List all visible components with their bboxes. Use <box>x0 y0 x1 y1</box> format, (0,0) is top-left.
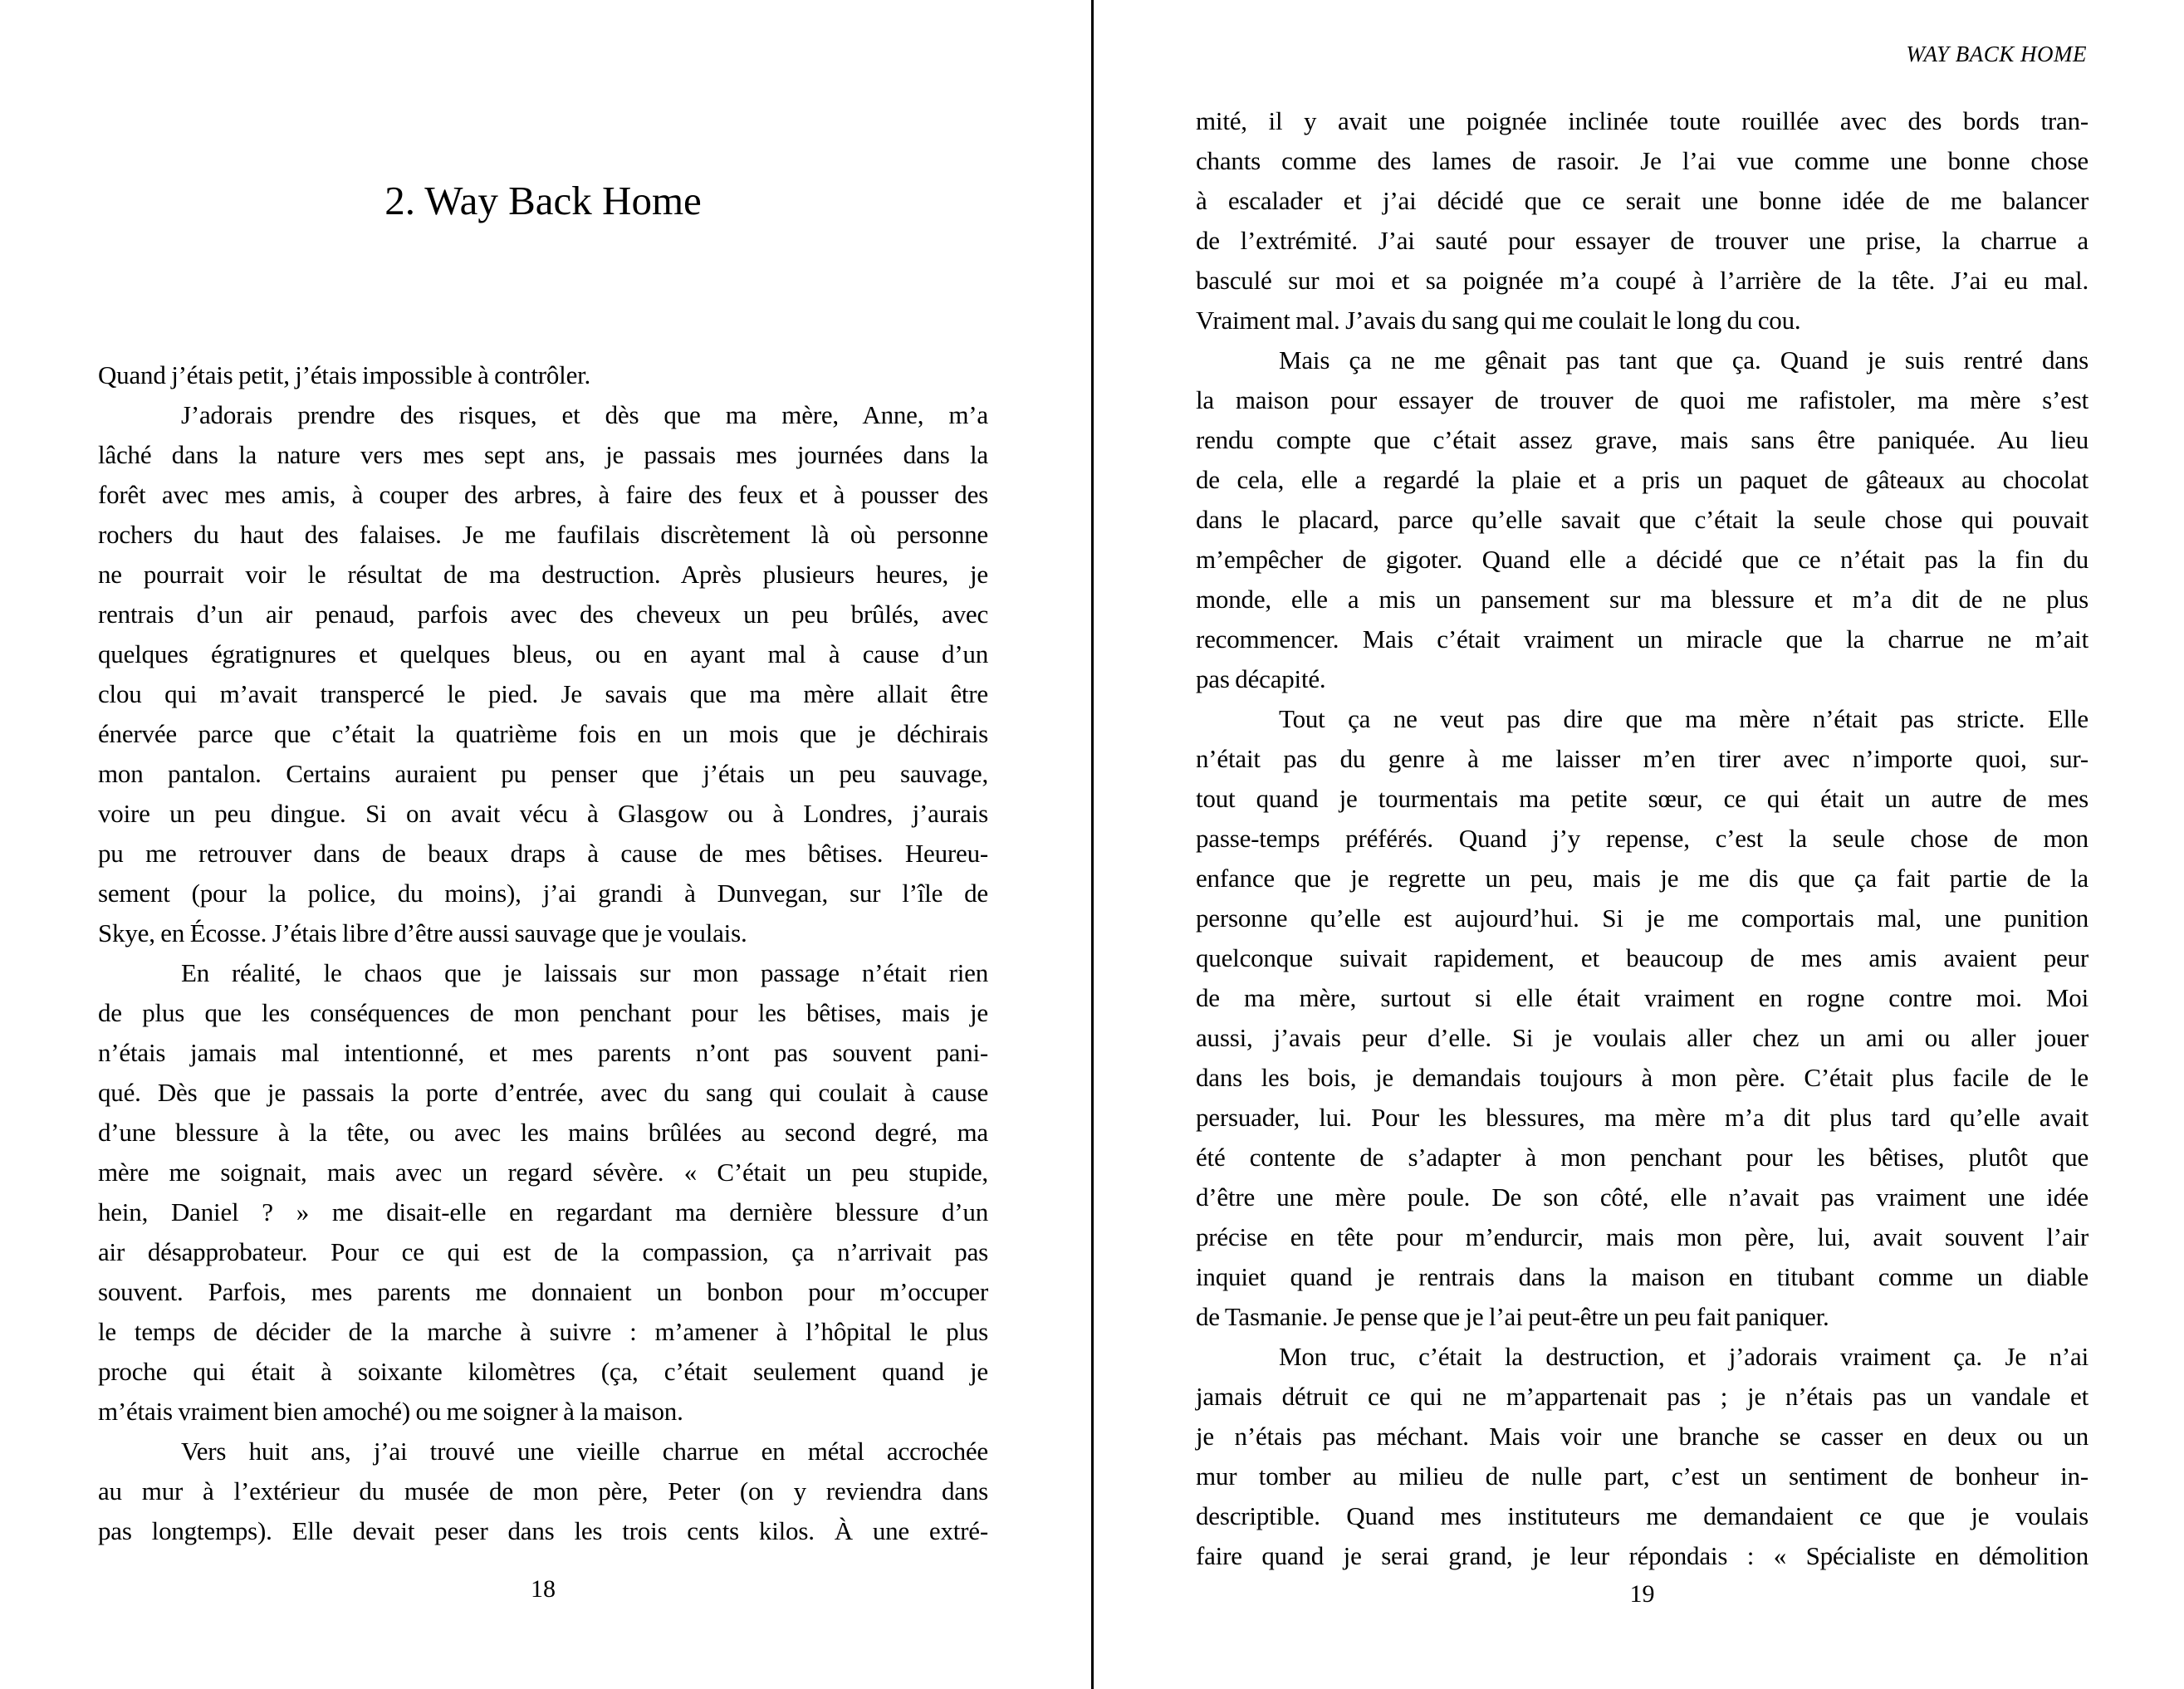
text-line: voire un peu dingue. Si on avait vécu à Glasgow ou à Londres, j’aurais <box>98 799 988 828</box>
text-line: En réalité, le chaos que je laissais sur mon passage n’était rien <box>181 958 988 987</box>
text-line: J’adorais prendre des risques, et dès que ma mère, Anne, m’a <box>181 400 988 429</box>
text-line: Skye, en Écosse. J’étais libre d’être aussi sauvage que je voulais. <box>98 918 747 947</box>
text-line: jamais détruit ce qui ne m’appartenait pas ; je n’étais pas un vandale et <box>1196 1382 2089 1411</box>
page-number-right: 19 <box>1629 1580 1655 1608</box>
text-line: hein, Daniel ? » me disait-elle en regardant ma dernière blessure d’un <box>98 1197 988 1226</box>
text-line: lâché dans la nature vers mes sept ans, je passais mes journées dans la <box>98 440 988 469</box>
text-line: de plus que les conséquences de mon penchant pour les bêtises, mais je <box>98 998 988 1027</box>
text-line: pas longtemps). Elle devait peser dans les trois cents kilos. À une extré- <box>98 1516 988 1545</box>
text-line: forêt avec mes amis, à couper des arbres, à faire des feux et à pousser des <box>98 480 988 509</box>
text-line: inquiet quand je rentrais dans la maison en titubant comme un diable <box>1196 1262 2089 1291</box>
text-line: quelques égratignures et quelques bleus, ou en ayant mal à cause d’un <box>98 639 988 668</box>
text-line: m’étais vraiment bien amoché) ou me soigner à la maison. <box>98 1397 683 1426</box>
text-line: de ma mère, surtout si elle était vraiment en rogne contre moi. Moi <box>1196 983 2089 1012</box>
text-line: d’une blessure à la tête, ou avec les mains brûlées au second degré, ma <box>98 1118 988 1147</box>
text-line: été contente de s’adapter à mon penchant pour les bêtises, plutôt que <box>1196 1143 2089 1172</box>
left-page-body <box>98 355 988 1551</box>
text-line: Vraiment mal. J’avais du sang qui me coulait le long du cou. <box>1196 306 1801 335</box>
text-line: pu me retrouver dans de beaux draps à cause de mes bêtises. Heureu- <box>98 839 988 868</box>
text-line: la maison pour essayer de trouver de quoi me rafistoler, ma mère s’est <box>1196 385 2089 414</box>
text-line: Quand j’étais petit, j’étais impossible à contrôler. <box>98 360 591 389</box>
text-line: Vers huit ans, j’ai trouvé une vieille charrue en métal accrochée <box>181 1437 988 1466</box>
text-line: rendu compte que c’était assez grave, mais sans être paniquée. Au lieu <box>1196 425 2089 454</box>
text-line: Mais ça ne me gênait pas tant que ça. Quand je suis rentré dans <box>1279 345 2089 375</box>
text-line: mité, il y avait une poignée inclinée toute rouillée avec des bords tran- <box>1196 106 2089 135</box>
text-line: monde, elle a mis un pansement sur ma blessure et m’a dit de ne plus <box>1196 585 2089 614</box>
text-line: n’était pas du genre à me laisser m’en tirer avec n’importe quoi, sur- <box>1196 744 2089 773</box>
text-line: n’étais jamais mal intentionné, et mes parents n’ont pas souvent pani- <box>98 1038 988 1067</box>
text-line: basculé sur moi et sa poignée m’a coupé à l’arrière de la tête. J’ai eu mal. <box>1196 266 2089 295</box>
left-page <box>98 0 988 1689</box>
text-line: recommencer. Mais c’était vraiment un miracle que la charrue ne m’ait <box>1196 624 2089 654</box>
text-line: persuader, lui. Pour les blessures, ma mère m’a dit plus tard qu’elle avait <box>1196 1103 2089 1132</box>
text-line: aussi, j’avais peur d’elle. Si je voulais aller chez un ami ou aller jouer <box>1196 1023 2089 1052</box>
text-line: ne pourrait voir le résultat de ma destruction. Après plusieurs heures, je <box>98 560 988 589</box>
text-line: mon pantalon. Certains auraient pu penser que j’étais un peu sauvage, <box>98 759 988 788</box>
text-line: Mon truc, c’était la destruction, et j’adorais vraiment ça. Je n’ai <box>1279 1342 2089 1371</box>
text-line: quelconque suivait rapidement, et beaucoup de mes amis avaient peur <box>1196 943 2089 972</box>
text-line: énervée parce que c’était la quatrième fois en un mois que je déchirais <box>98 719 988 748</box>
text-line: dans le placard, parce qu’elle savait que c’était la seule chose qui pouvait <box>1196 505 2089 534</box>
text-line: proche qui était à soixante kilomètres (ça, c’était seulement quand je <box>98 1357 988 1386</box>
text-line: dans les bois, je demandais toujours à mon père. C’était plus facile de le <box>1196 1063 2089 1092</box>
text-line: personne qu’elle est aujourd’hui. Si je me comportais mal, une punition <box>1196 903 2089 933</box>
text-line: chants comme des lames de rasoir. Je l’ai vue comme une bonne chose <box>1196 146 2089 175</box>
text-line: tout quand je tourmentais ma petite sœur, ce qui était un autre de mes <box>1196 784 2089 813</box>
text-line: à escalader et j’ai décidé que ce serait une bonne idée de me balancer <box>1196 186 2089 215</box>
text-line: précise en tête pour m’endurcir, mais mon père, lui, avait souvent l’air <box>1196 1222 2089 1251</box>
text-line: d’être une mère poule. De son côté, elle n’avait pas vraiment une idée <box>1196 1182 2089 1212</box>
text-line: souvent. Parfois, mes parents me donnaient un bonbon pour m’occuper <box>98 1277 988 1306</box>
text-line: sement (pour la police, du moins), j’ai grandi à Dunvegan, sur l’île de <box>98 879 988 908</box>
text-line: faire quand je serai grand, je leur répondais : « Spécialiste en démolition <box>1196 1541 2089 1570</box>
page-number-left: 18 <box>531 1575 556 1603</box>
text-line: descriptible. Quand mes instituteurs me demandaient ce que je voulais <box>1196 1501 2089 1530</box>
right-page-body <box>1196 101 2089 1576</box>
text-line: passe-temps préférés. Quand j’y repense, c’est la seule chose de mon <box>1196 824 2089 853</box>
text-line: qué. Dès que je passais la porte d’entrée, avec du sang qui coulait à cause <box>98 1078 988 1107</box>
running-header: WAY BACK HOME <box>1906 42 2087 66</box>
text-line: mur tomber au milieu de nulle part, c’est un sentiment de bonheur in- <box>1196 1461 2089 1491</box>
page-divider <box>1091 0 1094 1689</box>
text-line: le temps de décider de la marche à suivre : m’amener à l’hôpital le plus <box>98 1317 988 1346</box>
text-line: mère me soignait, mais avec un regard sévère. « C’était un peu stupide, <box>98 1158 988 1187</box>
text-line: de cela, elle a regardé la plaie et a pris un paquet de gâteaux au chocolat <box>1196 465 2089 494</box>
text-line: Tout ça ne veut pas dire que ma mère n’était pas stricte. Elle <box>1279 704 2089 733</box>
text-line: clou qui m’avait transpercé le pied. Je savais que ma mère allait être <box>98 679 988 708</box>
text-line: je n’étais pas méchant. Mais voir une branche se casser en deux ou un <box>1196 1422 2089 1451</box>
right-page <box>1196 0 2089 1689</box>
text-line: de Tasmanie. Je pense que je l’ai peut-être un peu fait paniquer. <box>1196 1302 1829 1331</box>
text-line: de l’extrémité. J’ai sauté pour essayer de trouver une prise, la charrue a <box>1196 226 2089 255</box>
text-line: m’empêcher de gigoter. Quand elle a décidé que ce n’était pas la fin du <box>1196 545 2089 574</box>
text-line: pas décapité. <box>1196 664 1326 693</box>
chapter-title: 2. Way Back Home <box>384 178 702 223</box>
text-line: au mur à l’extérieur du musée de mon père, Peter (on y reviendra dans <box>98 1476 988 1505</box>
text-line: rochers du haut des falaises. Je me faufilais discrètement là où personne <box>98 520 988 549</box>
text-line: air désapprobateur. Pour ce qui est de la compassion, ça n’arrivait pas <box>98 1237 988 1266</box>
text-line: rentrais d’un air penaud, parfois avec des cheveux un peu brûlés, avec <box>98 600 988 629</box>
text-line: enfance que je regrette un peu, mais je me dis que ça fait partie de la <box>1196 864 2089 893</box>
